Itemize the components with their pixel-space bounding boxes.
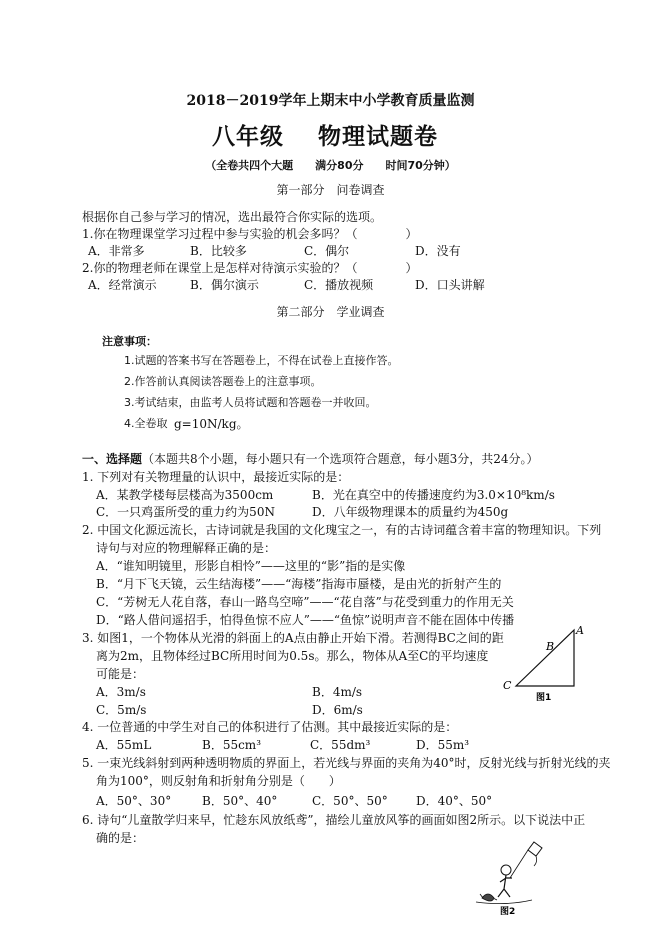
q2-option-a: A．“谁知明镜里，形影自相怜”——这里的“影”指的是实像 — [96, 559, 406, 573]
figure-2-caption: 图2 — [500, 907, 516, 917]
notice-item: 4.全卷取 — [124, 417, 168, 430]
part1-intro: 根据你自己参与学习的情况，选出最符合你实际的选项。 — [82, 210, 383, 224]
q3-option-b: B．4m/s — [312, 685, 363, 699]
child-body — [498, 875, 512, 897]
question-3-stem-cont: 可能是： — [96, 667, 145, 681]
notice-item: 1.试题的答案书写在答题卷上，不得在试卷上直接作答。 — [124, 354, 399, 367]
question-6-stem-cont: 确的是： — [96, 831, 145, 845]
kite-tail — [534, 856, 537, 866]
notice-item: 2.作答前认真阅读答题卷上的注意事项。 — [124, 375, 322, 388]
part2-heading: 第二部分 学业调查 — [276, 305, 385, 319]
q5-option-c: C．50°、50° — [312, 794, 388, 808]
q5-option-d: D．40°、50° — [416, 794, 493, 808]
q4-option-c: C．55dm³ — [310, 738, 371, 752]
question-6-stem: 6. 诗句“儿童散学归来早，忙趁东风放纸鸢”，描绘儿童放风筝的画面如图2所示。以下说法中正 — [82, 813, 586, 827]
part1-heading: 第一部分 问卷调查 — [276, 183, 385, 197]
grade-title: 八年级 — [212, 123, 284, 150]
question-2-stem-cont: 诗句与对应的物理解释正确的是： — [96, 541, 277, 555]
dog-figure — [480, 894, 497, 901]
survey-q1-option-b: B．比较多 — [190, 244, 247, 258]
survey-q2-option-a: A．经常演示 — [88, 278, 157, 292]
child-head — [501, 865, 511, 875]
section-description: （本题共8个小题，每小题只有一个选项符合题意，每小题3分，共24分。） — [142, 452, 539, 466]
question-2-stem: 2. 中国文化源远流长，古诗词就是我国的文化瑰宝之一，有的古诗词蕴含着丰富的物理知识。下列 — [82, 523, 602, 537]
exam-header: 2018－2019学年上期末中小学教育质量监测 — [186, 93, 475, 109]
notice-item: 3.考试结束，由监考人员将试题和答题卷一并收回。 — [124, 396, 377, 409]
incline-triangle — [516, 630, 574, 686]
ground-line — [476, 900, 532, 904]
q1-option-d: D．八年级物理课本的质量约为450g — [312, 505, 509, 519]
exam-info: （全卷共四个大题 满分80分 时间70分钟） — [205, 159, 456, 172]
figure-1-incline — [500, 622, 590, 702]
question-3-stem-cont: 离为2m，且物体经过BC所用时间为0.5s。那么，物体从A至C的平均速度 — [96, 649, 489, 663]
q4-option-a: A．55mL — [96, 738, 152, 752]
subject-title: 物理试题卷 — [318, 123, 438, 150]
question-1-stem: 1. 下列对有关物理量的认识中，最接近实际的是： — [82, 470, 350, 484]
survey-q1-option-a: A．非常多 — [88, 244, 145, 258]
q3-option-a: A．3m/s — [96, 685, 146, 699]
section-title: 一、选择题 — [82, 452, 143, 466]
survey-q1-option-c: C．偶尔 — [304, 244, 350, 258]
q4-option-d: D．55m³ — [416, 738, 470, 752]
q3-option-d: D．6m/s — [312, 703, 363, 717]
q2-option-d: D．“路人借问遥招手，怕得鱼惊不应人”——“鱼惊”说明声音不能在固体中传播 — [96, 613, 515, 627]
figure-1-caption: 图1 — [536, 693, 552, 702]
kite-shape — [528, 842, 542, 856]
survey-q2-option-c: C．播放视频 — [304, 278, 374, 292]
q3-option-c: C．5m/s — [96, 703, 147, 717]
question-3-stem: 3. 如图1，一个物体从光滑的斜面上的A点由静止开始下滑。若测得BC之间的距 — [82, 631, 504, 645]
q5-option-b: B．50°、40° — [202, 794, 278, 808]
q5-option-a: A．50°、30° — [96, 794, 172, 808]
survey-question-1: 1.你在物理课堂学习过程中参与实验的机会多吗？（ ） — [82, 227, 418, 241]
q4-option-b: B．55cm³ — [202, 738, 261, 752]
question-4-stem: 4. 一位普通的中学生对自己的体积进行了估测。其中最接近实际的是： — [82, 720, 458, 734]
question-5-stem-cont: 角为100°，则反射角和折射角分别是（ ） — [96, 774, 341, 788]
kite-string — [510, 850, 528, 878]
point-b-label: B — [546, 640, 555, 653]
gravity-constant: g=10N/kg。 — [174, 417, 249, 431]
notice-title: 注意事项： — [102, 335, 157, 348]
q2-option-b: B．“月下飞天镜，云生结海楼”——“海楼”指海市蜃楼，是由光的折射产生的 — [96, 577, 502, 591]
q1-option-c: C．一只鸡蛋所受的重力约为50N — [96, 505, 275, 519]
figure-2-kite — [472, 838, 552, 918]
survey-question-2: 2.你的物理老师在课堂上是怎样对待演示实验的？（ ） — [82, 261, 418, 275]
question-5-stem: 5. 一束光线斜射到两种透明物质的界面上，若光线与界面的夹角为40°时，反射光线与折射光线的夹 — [82, 756, 611, 770]
survey-q2-option-d: D．口头讲解 — [415, 278, 485, 292]
survey-q2-option-b: B．偶尔演示 — [190, 278, 259, 292]
q1-option-a: A．某教学楼每层楼高为3500cm — [96, 488, 274, 502]
survey-q1-option-d: D．没有 — [415, 244, 461, 258]
q2-option-c: C．“芳树无人花自落，春山一路鸟空啼”——“花自落”与花受到重力的作用无关 — [96, 595, 514, 609]
q1-option-b: B．光在真空中的传播速度约为3.0×10⁸km/s — [312, 488, 555, 502]
point-a-label: A — [576, 624, 584, 637]
point-c-label: C — [503, 679, 512, 692]
